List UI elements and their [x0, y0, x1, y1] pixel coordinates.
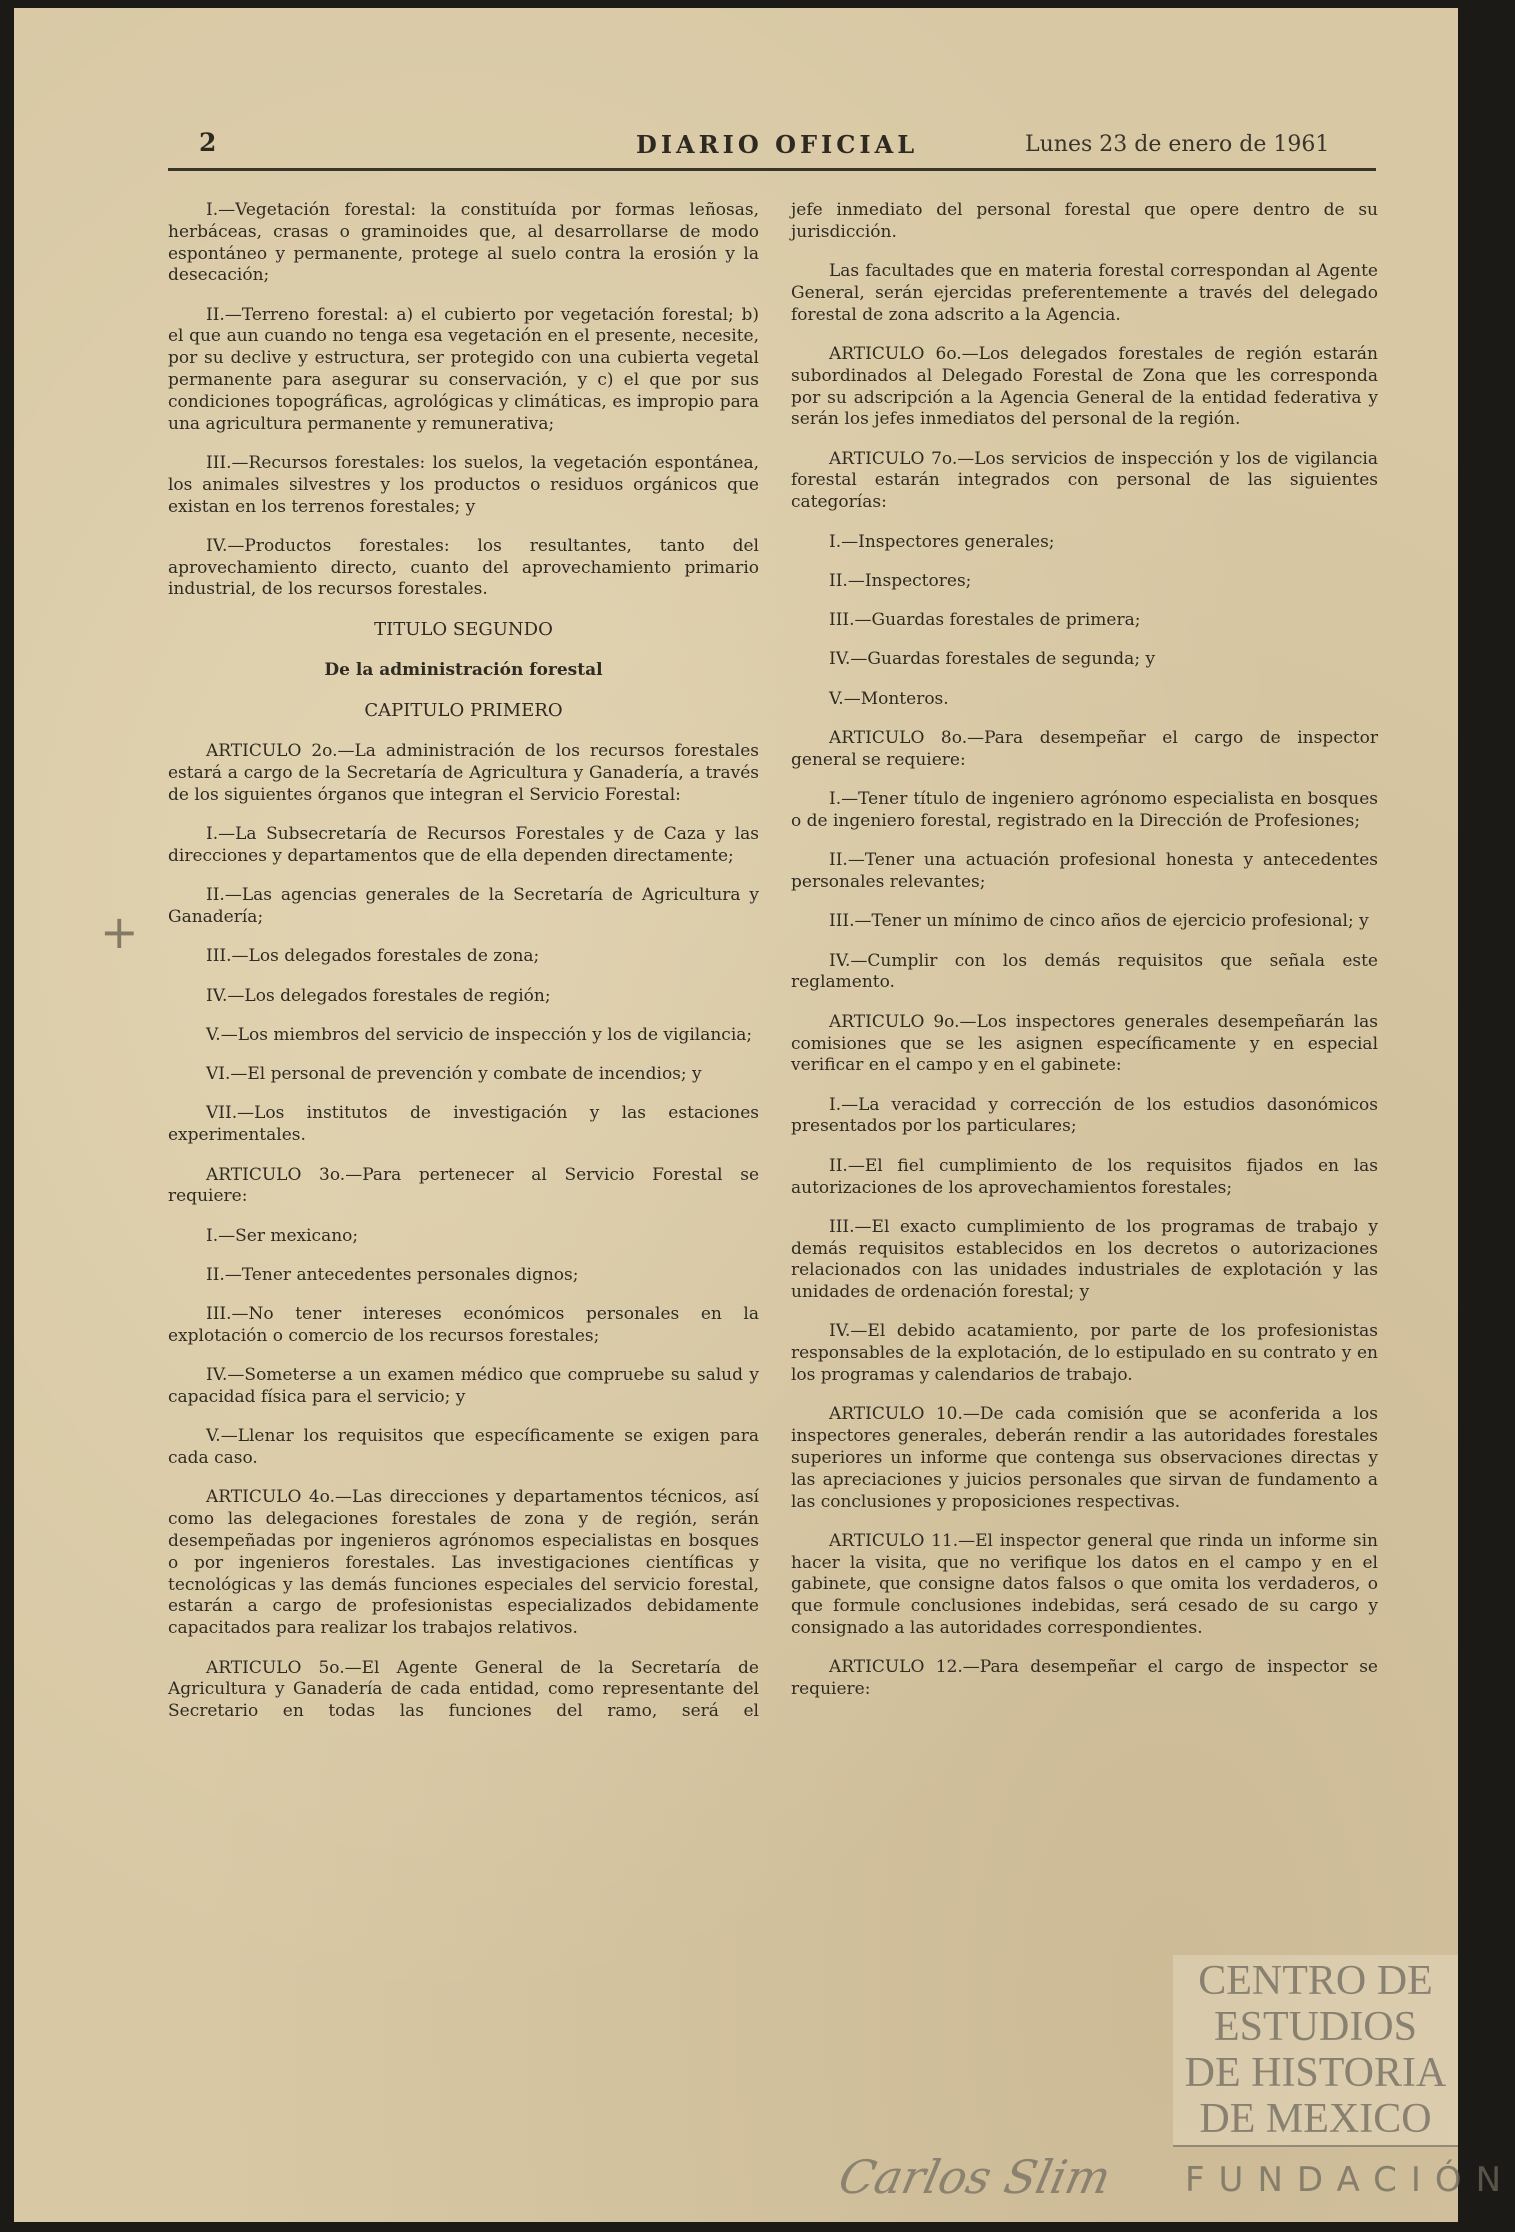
paragraph: I.—Inspectores generales; [829, 531, 1055, 552]
pencil-cross-mark: + [100, 905, 139, 959]
paragraph: II.—El fiel cumplimiento de los requisitos fijados en las autorizaciones de los aprovechamientos forestales; [791, 1155, 1378, 1198]
watermark-foundation: FUNDACIÓN [1185, 2160, 1515, 2200]
paragraph: II.—Tener antecedentes personales dignos; [206, 1264, 579, 1285]
paragraph: V.—Monteros. [829, 688, 949, 709]
watermark-line: DE MEXICO [1199, 2096, 1432, 2142]
paragraph: ARTICULO 2o.—La administración de los recursos forestales estará a cargo de la Secretaría de Agricultura y Ganadería, a través de los siguientes órganos que integran el Servicio Forestal: [168, 741, 759, 805]
paragraph: II.—Tener una actuación profesional honesta y antecedentes personales relevantes; [791, 850, 1378, 893]
page-number: 2 [199, 128, 217, 157]
paragraph: I.—Tener título de ingeniero agrónomo especialista en bosques o de ingeniero forestal, registrado en la Dirección de Profesiones; [791, 789, 1378, 831]
paragraph: II.—Terreno forestal: a) el cubierto por vegetación forestal; b) el que aun cuando no tenga esa vegetación en el presente, necesite, por su declive y estructura, ser protegido con una cubierta vegetal permanente para asegurar su conservación, y c) el que por sus condiciones topográficas, agrológicas y climáticas, es impropio para una agricultura permanente y remunerativa; [168, 304, 759, 434]
paragraph: I.—La Subsecretaría de Recursos Forestales y de Caza y las direcciones y departamentos que de ella dependen directamente; [168, 824, 759, 866]
paragraph: IV.—Cumplir con los demás requisitos que señala este reglamento. [791, 950, 1378, 993]
paragraph: ARTICULO 11.—El inspector general que rinda un informe sin hacer la visita, que no verifique los datos en el campo y en el gabinete, que consigne datos falsos o que omita los verdaderos, o que formule conclusiones indebidas, será cesado de su cargo y consignado a las autoridades correspondientes. [791, 1530, 1378, 1639]
paragraph: ARTICULO 7o.—Los servicios de inspección y los de vigilancia forestal estarán integrados con personal de las siguientes categorías: [791, 448, 1378, 513]
paragraph: IV.—El debido acatamiento, por parte de los profesionistas responsables de la explotación, de lo estipulado en su contrato y en los programas y calendarios de trabajo. [791, 1321, 1378, 1386]
publication-title: DIARIO OFICIAL [636, 130, 919, 159]
paragraph: I.—Ser mexicano; [206, 1225, 359, 1246]
paragraph: III.—El exacto cumplimiento de los programas de trabajo y demás requisitos establecidos en los decretos o autorizaciones relacionados con las unidades industriales de explotación y las unidades de ordenación forestal; y [791, 1216, 1378, 1303]
paragraph: IV.—Los delegados forestales de región; [206, 985, 551, 1006]
paragraph: Las facultades que en materia forestal correspondan al Agente General, serán ejercidas preferentemente a través del delegado forestal de zona adscrito a la Agencia. [791, 261, 1378, 325]
paragraph: III.—Recursos forestales: los suelos, la vegetación espontánea, los animales silvestres y los productos o residuos orgánicos que existan en los terrenos forestales; y [168, 452, 759, 517]
paragraph: III.—No tener intereses económicos personales en la explotación o comercio de los recursos forestales; [168, 1304, 759, 1346]
watermark-line: DE HISTORIA [1184, 2050, 1447, 2096]
paragraph: V.—Llenar los requisitos que específicamente se exigen para cada caso. [168, 1426, 759, 1469]
section-heading: TITULO SEGUNDO [374, 618, 553, 640]
paragraph: ARTICULO 4o.—Las direcciones y departamentos técnicos, así como las delegaciones forestales de zona y de región, serán desempeñadas por ingenieros agrónomos especialistas en bosques o por ingenieros forestales. Las investigaciones científicas y tecnológicas y las demás funciones especiales del servicio forestal, estarán a cargo de profesionistas especializados debidamente capacitados para realizar los trabajos relativos. [168, 1487, 759, 1639]
paragraph: ARTICULO 8o.—Para desempeñar el cargo de inspector general se requiere: [791, 728, 1378, 770]
watermark-line: ESTUDIOS [1213, 2004, 1417, 2050]
watermark-signature: Carlos Slim [834, 2150, 1116, 2204]
paragraph: IV.—Guardas forestales de segunda; y [829, 649, 1156, 670]
header-rule [168, 168, 1376, 171]
paragraph: VII.—Los institutos de investigación y las estaciones experimentales. [168, 1103, 759, 1146]
paragraph: III.—Los delegados forestales de zona; [206, 946, 540, 967]
paragraph: I.—Vegetación forestal: la constituída por formas leñosas, herbáceas, crasas o graminoides que, al desarrollarse de modo espontáneo y permanente, protege al suelo contra la erosión y la desecación; [168, 200, 759, 286]
left-column [168, 200, 759, 1740]
right-column [791, 200, 1378, 1718]
paragraph: ARTICULO 6o.—Los delegados forestales de región estarán subordinados al Delegado Forestal de Zona que les corresponda por su adscripción a la Agencia General de la entidad federativa y serán los jefes inmediatos del personal de la región. [791, 343, 1378, 430]
issue-date: Lunes 23 de enero de 1961 [1025, 132, 1330, 157]
paragraph: V.—Los miembros del servicio de inspección y los de vigilancia; [206, 1024, 753, 1045]
paragraph: IV.—Someterse a un examen médico que compruebe su salud y capacidad física para el servicio; y [168, 1365, 759, 1408]
paragraph: VI.—El personal de prevención y combate de incendios; y [206, 1064, 702, 1085]
paragraph: III.—Guardas forestales de primera; [829, 610, 1141, 631]
paragraph: ARTICULO 9o.—Los inspectores generales desempeñarán las comisiones que se les asignen específicamente y en especial verificar en el campo y en el gabinete: [791, 1011, 1378, 1076]
paragraph: ARTICULO 3o.—Para pertenecer al Servicio Forestal se requiere: [168, 1164, 759, 1207]
paragraph: ARTICULO 5o.—El Agente General de la Secretaría de Agricultura y Ganadería de cada entidad, como representante del Secretario en todas las funciones del ramo, será el [168, 1657, 759, 1722]
paragraph: III.—Tener un mínimo de cinco años de ejercicio profesional; y [829, 911, 1369, 932]
paragraph: IV.—Productos forestales: los resultantes, tanto del aprovechamiento directo, cuanto del aprovechamiento primario industrial, de los recursos forestales. [168, 535, 759, 600]
section-heading: CAPITULO PRIMERO [364, 700, 563, 722]
paragraph: II.—Las agencias generales de la Secretaría de Agricultura y Ganadería; [168, 885, 759, 927]
paragraph: ARTICULO 10.—De cada comisión que se aconferida a los inspectores generales, deberán rendir a las autoridades forestales superiores un informe que contenga sus observaciones directas y las apreciaciones y juicios personales que sirvan de fundamento a las conclusiones y proposiciones respectivas. [791, 1404, 1378, 1512]
section-heading: De la administración forestal [324, 659, 603, 680]
paragraph: jefe inmediato del personal forestal que opere dentro de su jurisdicción. [791, 200, 1378, 242]
watermark-line: CENTRO DE [1198, 1958, 1433, 2004]
paragraph: ARTICULO 12.—Para desempeñar el cargo de inspector se requiere: [791, 1657, 1378, 1700]
paragraph: II.—Inspectores; [829, 570, 972, 591]
paragraph: I.—La veracidad y corrección de los estudios dasonómicos presentados por los particulares; [791, 1094, 1378, 1137]
